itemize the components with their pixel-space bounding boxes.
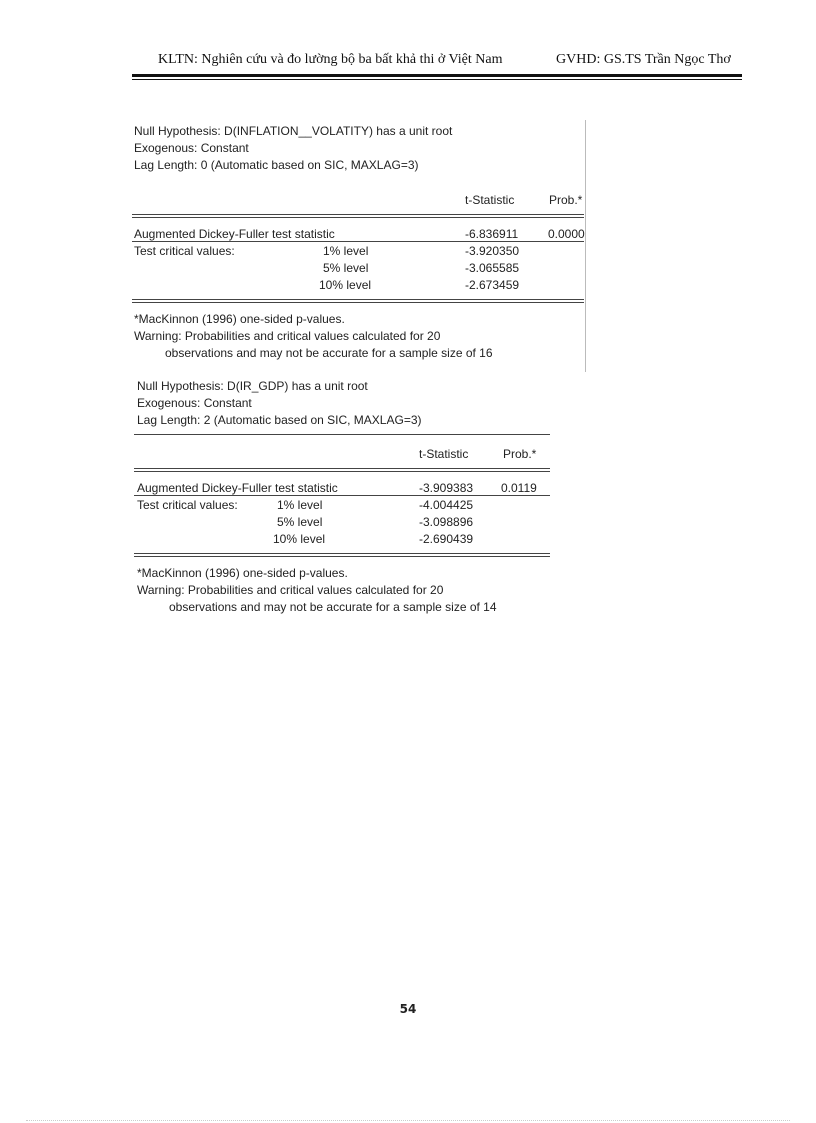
value-5pct: -3.065585 — [465, 261, 520, 275]
adf-prob: 0.0000 — [548, 227, 585, 241]
lag-length: Lag Length: 0 (Automatic based on SIC, MAXLAG=3) — [134, 158, 419, 172]
level-5pct: 5% level — [277, 515, 323, 529]
critical-label: Test critical values: — [137, 498, 238, 512]
critical-label: Test critical values: — [134, 244, 235, 258]
level-1pct: 1% level — [277, 498, 323, 512]
note-mackinnon: *MacKinnon (1996) one-sided p-values. — [137, 566, 348, 580]
null-hypothesis: Null Hypothesis: D(INFLATION__VOLATITY) has a unit root — [134, 124, 453, 138]
value-5pct: -3.098896 — [419, 515, 474, 529]
adf-tstat: -3.909383 — [419, 481, 474, 495]
note-mackinnon: *MacKinnon (1996) one-sided p-values. — [134, 312, 345, 326]
note-warning: Warning: Probabilities and critical values calculated for 20 — [137, 583, 444, 597]
value-1pct: -4.004425 — [419, 498, 474, 512]
table-bottom — [134, 553, 550, 557]
level-10pct: 10% level — [273, 532, 326, 546]
level-10pct: 10% level — [319, 278, 372, 292]
value-10pct: -2.673459 — [465, 278, 520, 292]
table-divider — [134, 468, 550, 472]
adf-underline — [134, 495, 550, 496]
note-warning: Warning: Probabilities and critical values calculated for 20 — [134, 329, 441, 343]
exogenous: Exogenous: Constant — [137, 396, 252, 410]
exogenous: Exogenous: Constant — [134, 141, 249, 155]
adf-prob: 0.0119 — [501, 481, 537, 495]
header-supervisor: GVHD: GS.TS Trần Ngọc Thơ — [556, 52, 731, 67]
header-thesis-title: KLTN: Nghiên cứu và đo lường bộ ba bất khả thi ở Việt Nam — [158, 52, 503, 67]
note-sample: observations and may not be accurate for a sample size of 16 — [165, 346, 493, 360]
adf-label: Augmented Dickey-Fuller test statistic — [137, 481, 338, 495]
col-prob: Prob.* — [549, 193, 583, 207]
value-1pct: -3.920350 — [465, 244, 520, 258]
col-prob: Prob.* — [503, 447, 537, 461]
lag-length: Lag Length: 2 (Automatic based on SIC, MAXLAG=3) — [137, 413, 422, 427]
value-10pct: -2.690439 — [419, 532, 474, 546]
table-top — [134, 434, 550, 435]
level-5pct: 5% level — [323, 261, 369, 275]
note-sample: observations and may not be accurate for a sample size of 14 — [169, 600, 497, 614]
adf-label: Augmented Dickey-Fuller test statistic — [134, 227, 335, 241]
col-tstat: t-Statistic — [419, 447, 469, 461]
level-1pct: 1% level — [323, 244, 369, 258]
col-tstat: t-Statistic — [465, 193, 515, 207]
adf-tstat: -6.836911 — [465, 227, 519, 241]
null-hypothesis: Null Hypothesis: D(IR_GDP) has a unit root — [137, 379, 368, 393]
page-number: 54 — [399, 1002, 417, 1016]
page-bottom-rule — [26, 1120, 790, 1121]
